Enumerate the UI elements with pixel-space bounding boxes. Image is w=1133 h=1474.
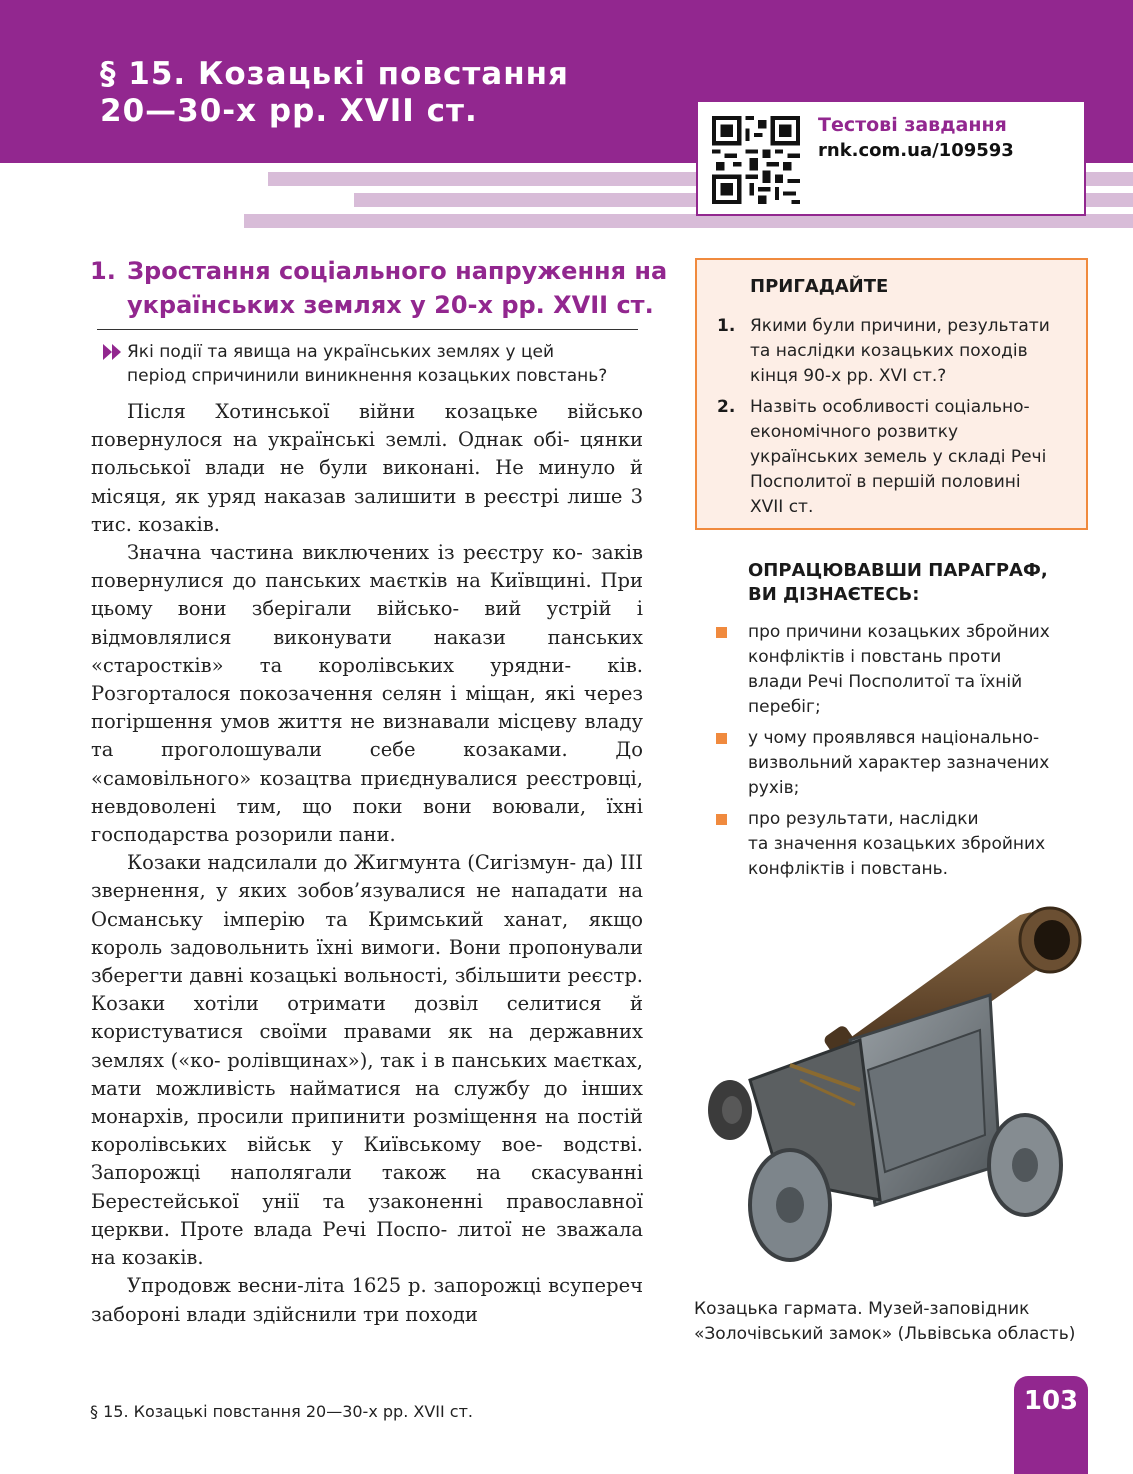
body-line: панських «старостків» та королівських урядни- <box>91 625 643 677</box>
recall-item-1-line: Якими були причини, результати <box>750 316 1050 336</box>
learn-title-line2: ВИ ДІЗНАЄТЕСЬ: <box>748 584 920 605</box>
cannon-photo <box>690 880 1090 1280</box>
recall-item-2-line: Назвіть особливості соціально- <box>750 397 1030 417</box>
body-line: всупереч забороні влади здійснили три походи <box>91 1274 643 1326</box>
decor-stripe-3 <box>244 214 1133 228</box>
body-line: вольності, збільшити реєстр. Козаки хотіли <box>91 964 643 1016</box>
square-bullet-icon <box>716 627 727 638</box>
body-line: Упродовж весни-літа 1625 р. запорожці <box>127 1274 542 1298</box>
recall-title: ПРИГАДАЙТЕ <box>750 276 889 297</box>
section-rule <box>97 329 638 330</box>
body-line: Козаки надсилали до Жигмунта (Сигізмун- <box>127 851 577 875</box>
body-line: в реєстрі лише 3 тис. козаків. <box>91 484 644 536</box>
caption-line1: Козацька гармата. Музей-заповідник <box>694 1299 1030 1319</box>
question-line2: період спричинили виникнення козацьких повстань? <box>127 366 608 386</box>
paragraph-4 <box>91 1272 643 1328</box>
learn-item-2-line: у чому проявлявся національно- <box>748 728 1040 748</box>
body-line: своїми правами як на державних землях («ко- <box>91 1020 643 1072</box>
body-text <box>91 398 643 1329</box>
body-line: ків. Розгорталося покозачення селян і міщан, <box>91 653 643 706</box>
body-line: Значна частина виключених із реєстру ко- <box>127 541 583 565</box>
qr-link[interactable]: rnk.com.ua/109593 <box>818 140 1014 161</box>
paragraph-2 <box>91 539 643 849</box>
double-arrow-icon <box>103 344 123 360</box>
body-line: монархів, просили припинити розміщення на <box>91 1105 570 1129</box>
body-line: постій королівських військ у Київському вое- <box>91 1105 643 1157</box>
body-line: повернулося на українські землі. Однак обі- <box>91 428 570 452</box>
qr-box[interactable] <box>696 100 1086 216</box>
learn-item-1-line: влади Речі Посполитої та їхній <box>748 672 1023 692</box>
body-line: ролівщинах»), так і в панських маєтках, мати <box>91 1048 643 1100</box>
body-line: скасуванні Берестейської унії та узаконенні <box>91 1161 643 1213</box>
recall-item-1-line: кінця 90-х рр. XVI ст.? <box>750 366 947 386</box>
learn-title-line1: ОПРАЦЮВАВШИ ПАРАГРАФ, <box>748 560 1048 581</box>
body-line: минуло й місяця, як уряд наказав залишити <box>91 456 643 508</box>
body-line: ханат, якщо король задовольнить їхні вимоги. <box>91 907 643 959</box>
page-number: 103 <box>1023 1386 1079 1416</box>
paragraph-1 <box>91 398 643 539</box>
qr-title: Тестові завдання <box>818 114 1007 136</box>
square-bullet-icon <box>716 733 727 744</box>
body-line: православної церкви. Проте влада Речі Поспо- <box>91 1189 643 1241</box>
paragraph-3 <box>91 849 643 1272</box>
body-line: литої не зважала на козаків. <box>91 1217 643 1270</box>
recall-item-2-line: Посполитої в першій половині <box>750 472 1021 492</box>
body-line: заків повернулися до панських маєтків на <box>91 541 643 593</box>
recall-item-1-line: та наслідки козацьких походів <box>750 341 1028 361</box>
body-line: які через погіршення умов життя не визнавали <box>91 682 643 734</box>
learn-item-3-line: конфліктів і повстань. <box>748 859 949 879</box>
page-title-line2: 20—30-х рр. XVII ст. <box>100 93 478 129</box>
question-line1: Які події та явища на українських землях у цей <box>127 342 555 362</box>
body-line: До «самовільного» козацтва приєднувалися <box>91 738 643 790</box>
section-number: 1. <box>90 257 116 285</box>
recall-item-number: 1. <box>717 316 736 336</box>
body-line: Вони пропонували зберегти давні козацькі <box>91 935 643 988</box>
body-line: да) III звернення, у яких зобов’язувалися не <box>91 851 643 903</box>
learn-item-2-line: визвольний характер зазначених <box>748 753 1050 773</box>
page-title-line1: § 15. Козацькі повстання <box>100 56 569 92</box>
body-line: воювали, їхні господарства розорили пани. <box>91 794 643 847</box>
body-line: реєстровці, невдоволені тим, що поки вони <box>91 766 643 818</box>
body-line: можливість найматися на службу до інших <box>155 1076 644 1100</box>
body-line: водстві. Запорожці наполягали також на <box>91 1133 644 1185</box>
section-title-line1: Зростання соціального напруження на <box>127 257 668 285</box>
learn-item-1-line: конфліктів і повстань проти <box>748 647 1002 667</box>
body-line: отримати дозвіл селитися й користуватися <box>91 992 644 1044</box>
square-bullet-icon <box>716 814 727 825</box>
learn-item-1-line: про причини козацьких збройних <box>748 622 1050 642</box>
recall-box <box>695 258 1088 530</box>
footer-text: § 15. Козацькі повстання 20—30-х рр. XVII ст. <box>90 1402 473 1421</box>
learn-item-1-line: перебіг; <box>748 697 821 717</box>
qr-code-icon[interactable] <box>712 116 800 204</box>
recall-item-2-line: економічного розвитку <box>750 422 959 442</box>
learn-item-3-line: про результати, наслідки <box>748 809 979 829</box>
page-number-tab <box>1014 1376 1088 1474</box>
caption-line2: «Золочівський замок» (Львівська область) <box>694 1324 1076 1344</box>
recall-item-2-line: українських земель у складі Речі <box>750 447 1047 467</box>
recall-item-2-line: XVII ст. <box>750 497 814 517</box>
body-line: місцеву владу та проголошували себе козаками. <box>91 710 644 762</box>
body-line: нападати на Османську імперію та Кримський <box>91 879 644 931</box>
section-title-line2: українських землях у 20-х рр. XVII ст. <box>127 291 654 319</box>
body-line: вий устрій і відмовлялися виконувати накази <box>91 597 643 649</box>
body-line: Після Хотинської війни козацьке військо <box>127 400 643 423</box>
body-line: цянки польської влади не були виконані. Не <box>91 428 644 480</box>
body-line: Київщині. При цьому вони зберігали військо- <box>91 569 643 621</box>
learn-item-3-line: та значення козацьких збройних <box>748 834 1046 854</box>
recall-item-number: 2. <box>717 397 736 417</box>
learn-item-2-line: рухів; <box>748 778 800 798</box>
